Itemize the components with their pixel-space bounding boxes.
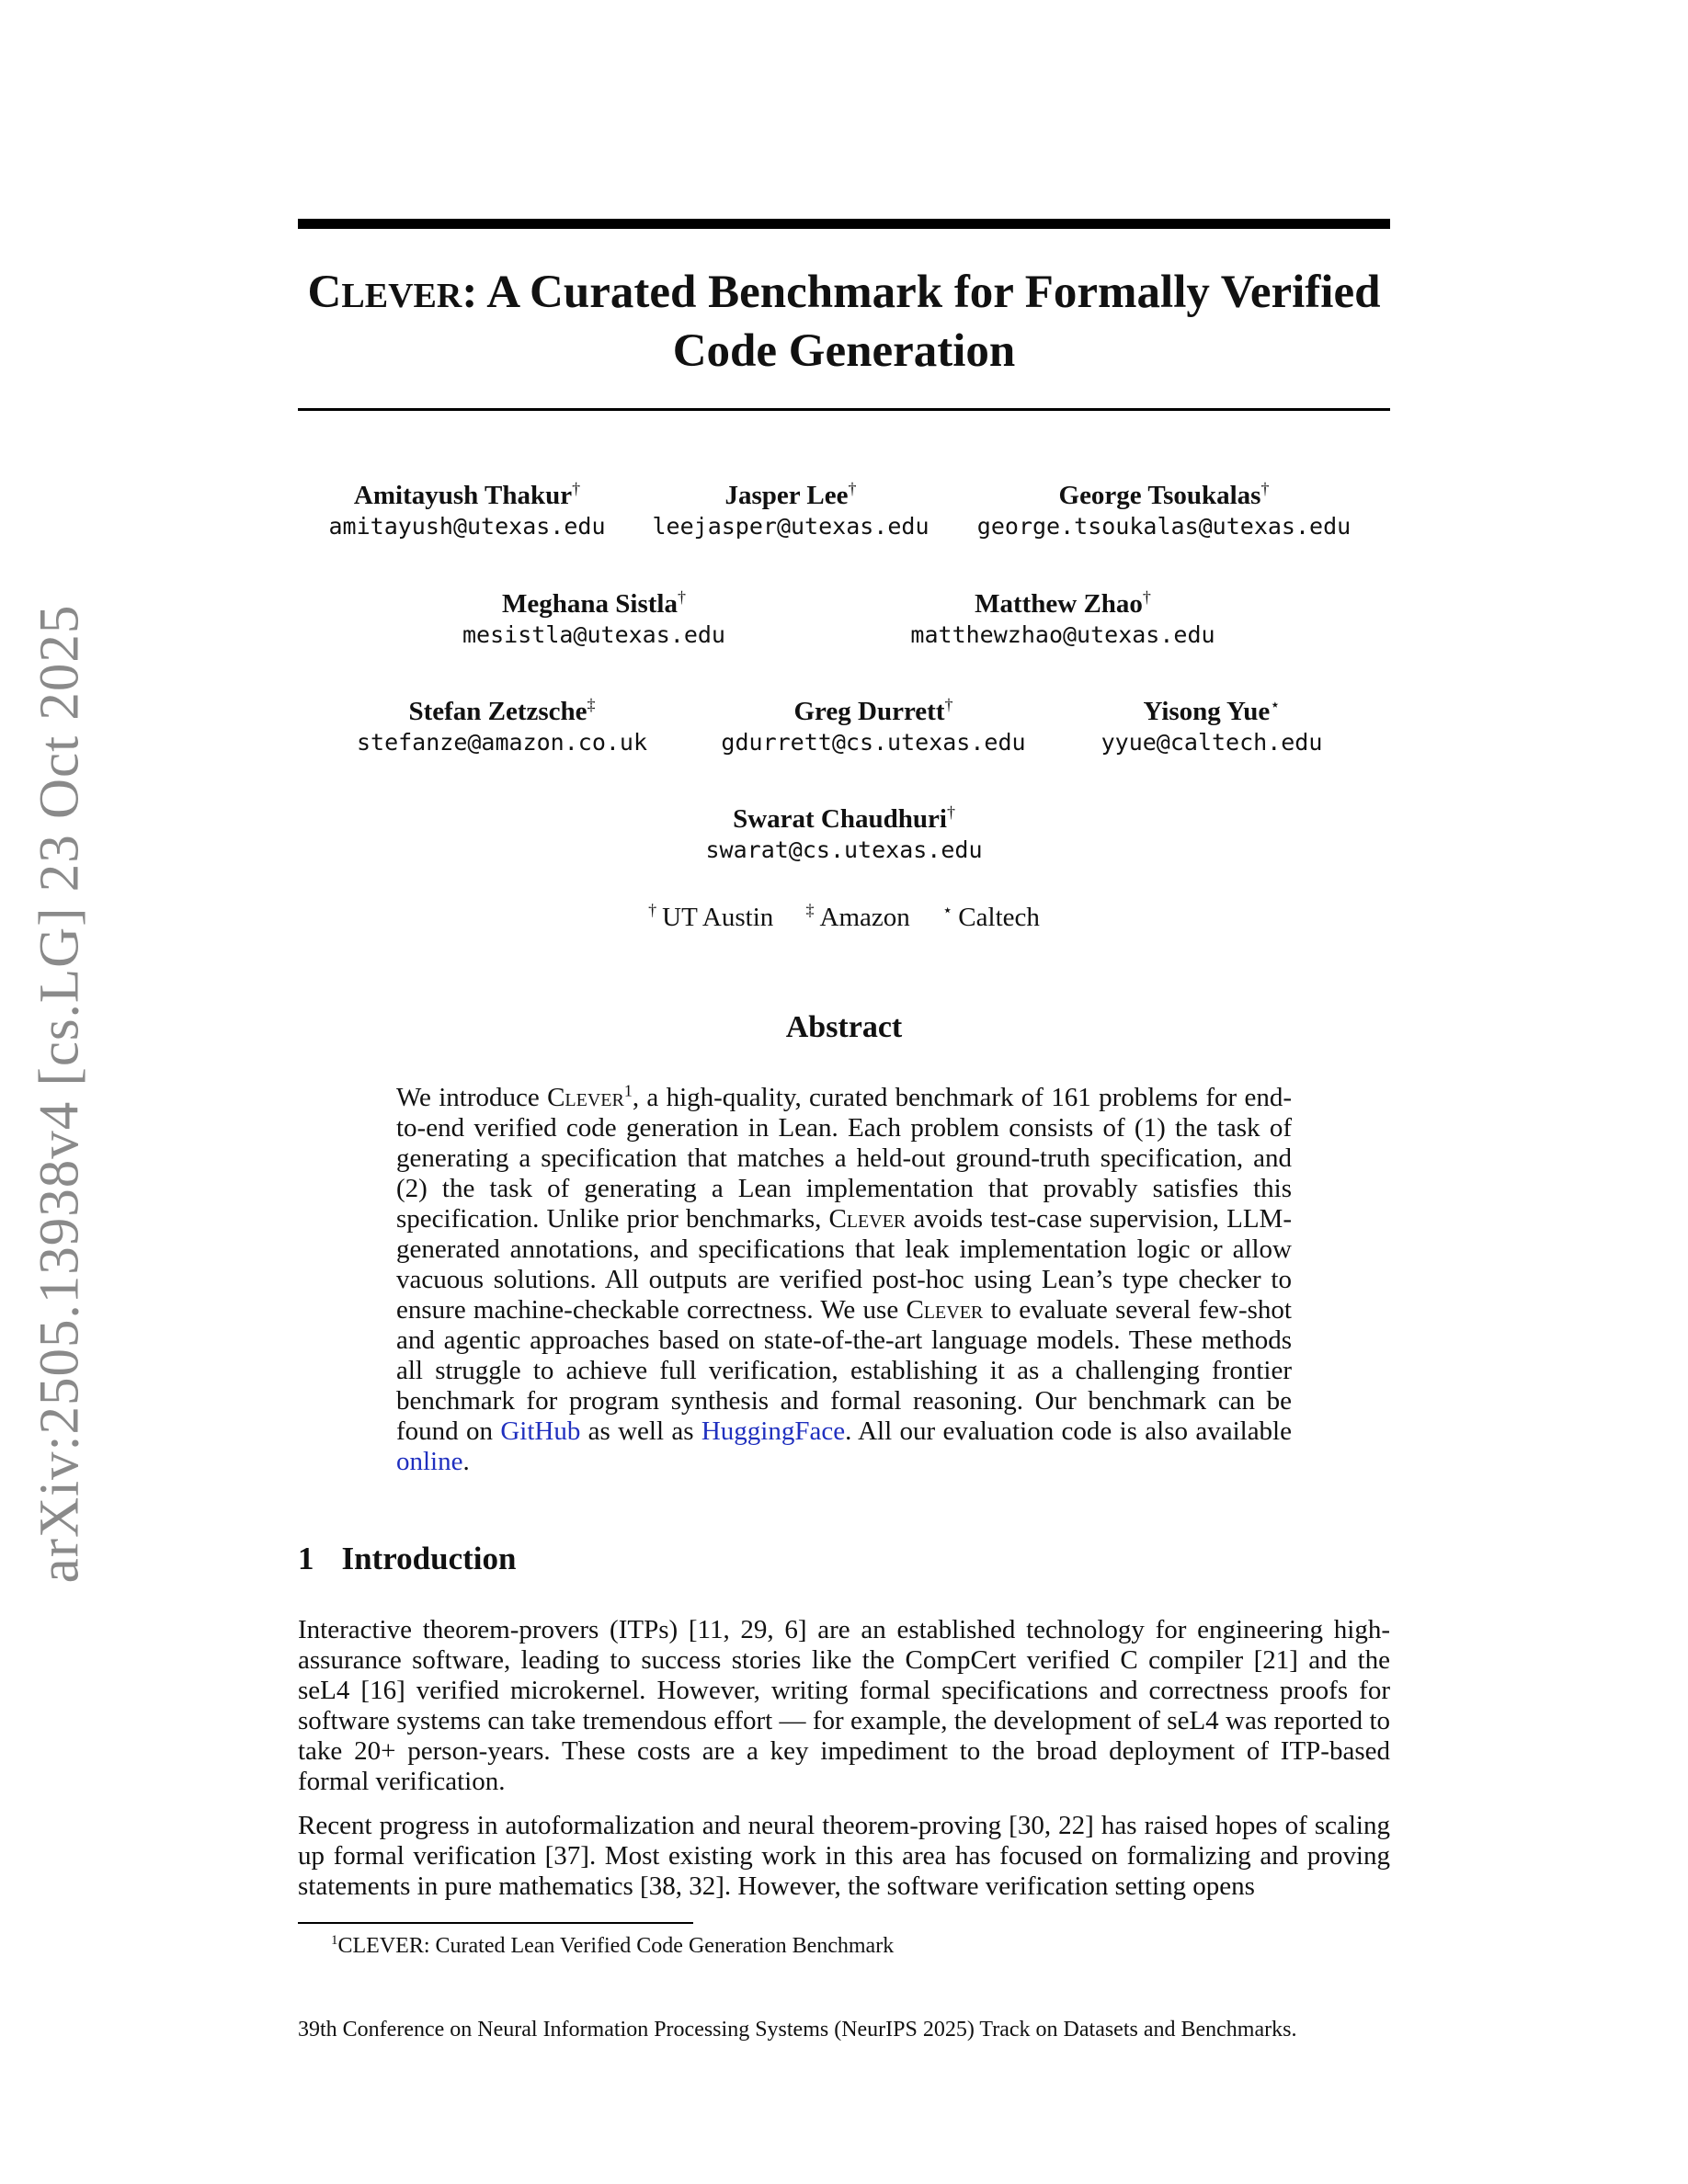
author-email[interactable]: amitayush@utexas.edu xyxy=(328,513,606,540)
section-number: 1 xyxy=(298,1541,314,1576)
footnote-rule xyxy=(298,1922,693,1924)
author-block xyxy=(721,696,1025,758)
author-name: Matthew Zhao† xyxy=(975,587,1151,619)
author-email[interactable]: swarat@cs.utexas.edu xyxy=(705,836,983,863)
affiliation: ⋆ Caltech xyxy=(942,901,1040,932)
section-heading-introduction xyxy=(298,1540,516,1578)
clever-name: Clever xyxy=(828,1204,907,1234)
huggingface-link[interactable]: HuggingFace xyxy=(701,1416,846,1446)
footnote-mark: 1 xyxy=(331,1933,338,1948)
title-clever-initial: C xyxy=(307,267,342,318)
abstract-heading: Abstract xyxy=(785,1010,903,1044)
author-email[interactable]: gdurrett@cs.utexas.edu xyxy=(721,729,1026,756)
affiliation: † UT Austin xyxy=(648,901,774,932)
author-email[interactable]: leejasper@utexas.edu xyxy=(652,513,930,540)
footnote xyxy=(331,1932,894,1960)
clever-name: Clever xyxy=(547,1083,624,1112)
author-name: Greg Durrett† xyxy=(793,695,953,726)
author-name: Meghana Sistla† xyxy=(502,587,686,619)
affiliations xyxy=(298,901,1390,934)
author-email[interactable]: mesistla@utexas.edu xyxy=(462,621,725,648)
author-email[interactable]: yyue@caltech.edu xyxy=(1101,729,1323,756)
author-block xyxy=(357,696,647,758)
author-email[interactable]: matthewzhao@utexas.edu xyxy=(910,621,1215,648)
author-email[interactable]: george.tsoukalas@utexas.edu xyxy=(976,513,1352,540)
arxiv-stamp-text: arXiv:2505.13938v4 [cs.LG] 23 Oct 2025 xyxy=(29,604,91,1584)
author-name: Amitayush Thakur† xyxy=(353,479,581,510)
title-clever-rest: LEVER xyxy=(341,277,462,315)
author-email[interactable]: stefanze@amazon.co.uk xyxy=(356,729,648,756)
author-block xyxy=(652,480,929,542)
title-bottom-rule xyxy=(298,408,1390,411)
clever-name: Clever xyxy=(906,1295,984,1325)
abstract-body: We introduce Clever$^1$, a high-quality, curated benchmark of 161 problems for end-to-end verified code generation in Lean. Each problem consists of (1) the task of generating a specification that matches a held-out ground-truth specification, and (2) the task of generating a Lean implementation that provably satisfies this specification. Unlike prior benchmarks, Clever avoids test-case supervision, LLM-generated annotations, and specifications that leak implementation logic or allow vacuous solutions. All outputs are verified post-hoc using Lean’s type checker to ensure machine-checkable correctness. We use Clever to evaluate several few-shot and agentic approaches based on state-of-the-art language models. These methods all struggle to achieve full verification, establishing it as a challenging frontier benchmark for program synthesis and formal reasoning. Our benchmark can be found on GitHub as well as HuggingFace. All our evaluation code is also available online. xyxy=(396,1081,1292,1476)
author-block xyxy=(462,588,725,651)
author-name: Yisong Yue⋆ xyxy=(1143,695,1281,726)
affiliation: ‡ Amazon xyxy=(805,901,910,932)
author-name: Swarat Chaudhuri† xyxy=(733,802,955,834)
paper-title xyxy=(298,265,1390,379)
author-block xyxy=(977,480,1351,542)
intro-paragraph-1: Interactive theorem-provers (ITPs) [11, 29, 6] are an established technology for engineering high-assurance software, leading to success stories like the CompCert verified C compiler [21] and the seL4 [16] verified microkernel. However, writing formal specifications and correctness proofs for software systems can take tremendous effort — for example, the development of seL4 was reported to take 20+ person-years. These costs are a key impediment to the broad deployment of ITP-based formal verification. xyxy=(298,1615,1390,1796)
github-link[interactable]: GitHub xyxy=(500,1416,581,1446)
footnote-text: CLEVER: Curated Lean Verified Code Generation Benchmark xyxy=(337,1934,895,1958)
author-block xyxy=(705,803,982,866)
title-line2: Code Generation xyxy=(672,325,1016,377)
author-block xyxy=(1101,696,1323,758)
venue-line: 39th Conference on Neural Information Processing Systems (NeurIPS 2025) Track on Datasets and Benchmarks. xyxy=(298,2018,1297,2042)
title-line1-rest: : A Curated Benchmark for Formally Verified xyxy=(462,267,1381,318)
online-link[interactable]: online xyxy=(396,1447,463,1476)
title-top-rule xyxy=(298,219,1390,229)
intro-paragraph-2: Recent progress in autoformalization and neural theorem-proving [30, 22] has raised hopes of scaling up formal verification [37]. Most existing work in this area has focused on formalizing and proving statements in pure mathematics [38, 32]. However, the software verification setting opens xyxy=(298,1811,1390,1901)
author-block xyxy=(328,480,605,542)
footnote-ref: 1 xyxy=(623,1081,633,1100)
section-title: Introduction xyxy=(341,1541,517,1576)
arxiv-stamp xyxy=(18,604,101,1584)
author-block xyxy=(910,588,1215,651)
author-name: Stefan Zetzsche‡ xyxy=(408,695,596,726)
author-name: Jasper Lee† xyxy=(724,479,857,510)
author-name: George Tsoukalas† xyxy=(1058,479,1270,510)
